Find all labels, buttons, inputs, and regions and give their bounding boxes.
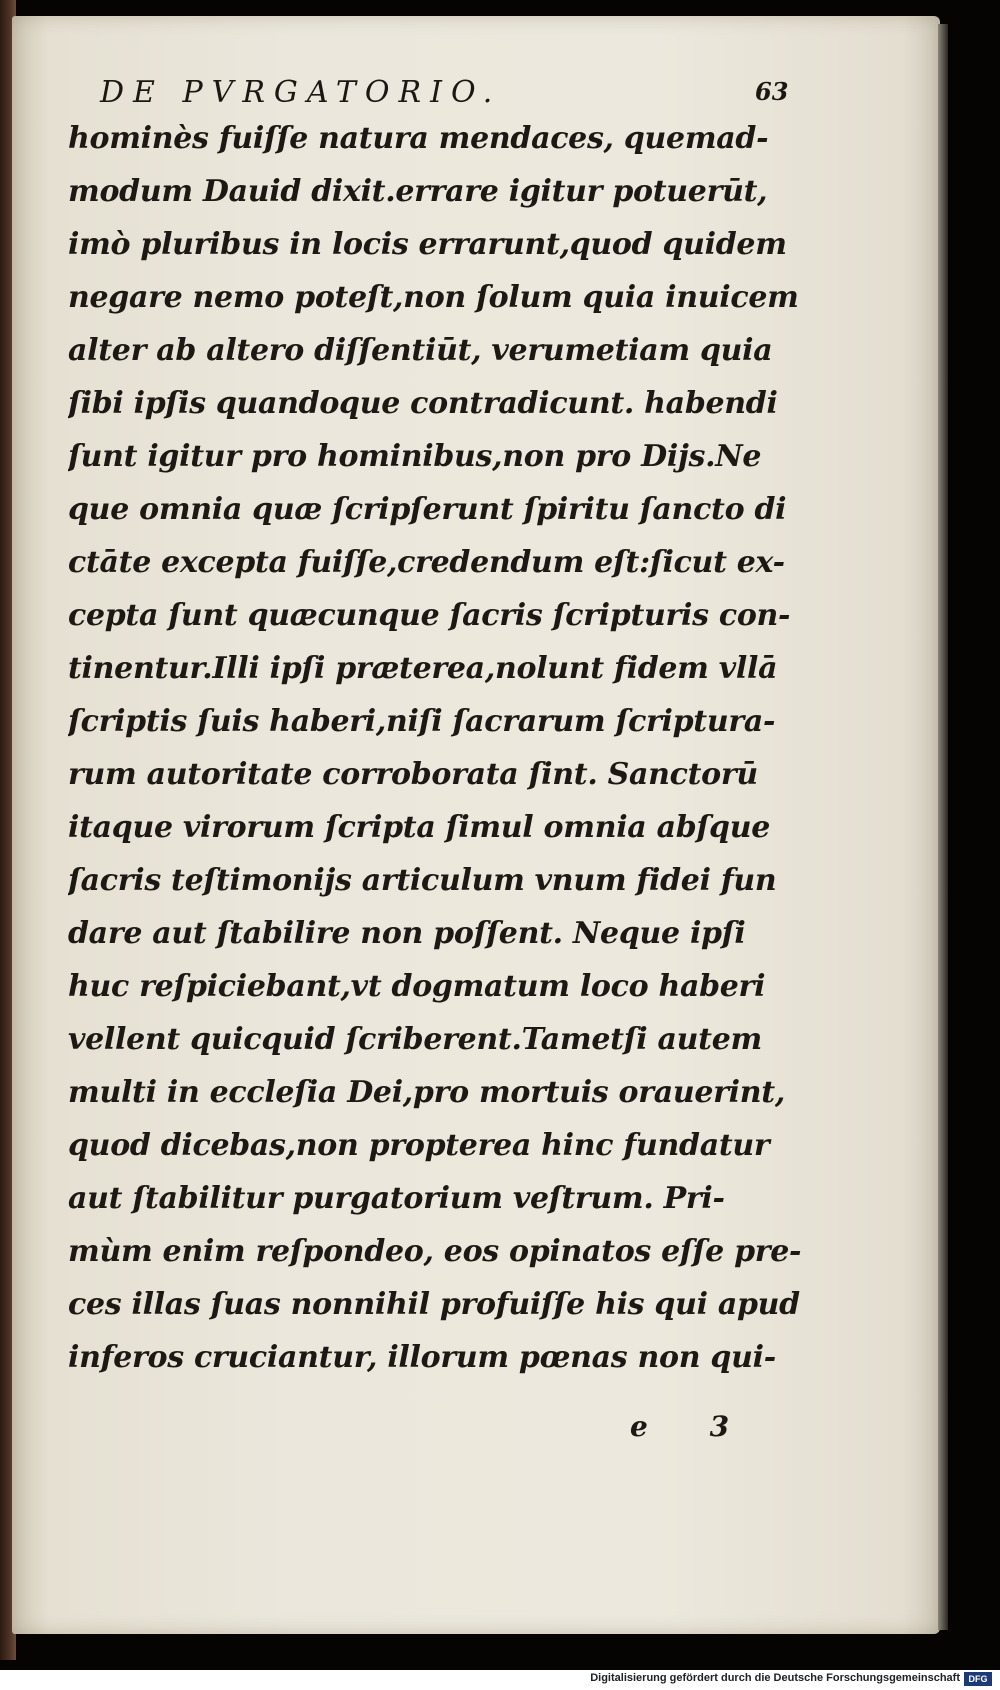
text-line: imò pluribus in locis errarunt,quod quidem	[68, 227, 787, 262]
text-line: ces illas ſuas nonnihil profuiſſe his qui apud	[68, 1287, 800, 1322]
signature-mark: e 3	[630, 1410, 756, 1443]
text-line: dare aut ſtabilire non poſſent. Neque ipſi	[68, 916, 746, 951]
text-line: rum autoritate corroborata ſint. Sanctorū	[68, 757, 758, 792]
text-line: modum Dauid dixit.errare igitur potuerūt,	[68, 174, 768, 209]
text-line: ſunt igitur pro hominibus,non pro Dijs.Ne	[68, 439, 762, 474]
page-number: 63	[755, 77, 789, 106]
text-line: ſacris teſtimonijs articulum vnum fidei fun	[68, 863, 777, 898]
text-line: negare nemo poteſt,non ſolum quia inuicem	[68, 280, 799, 315]
text-line: tinentur.Illi ipſi præterea,nolunt fidem vllā	[68, 651, 778, 686]
text-line: cepta ſunt quæcunque ſacris ſcripturis con-	[68, 598, 791, 633]
text-line: aut ſtabilitur purgatorium veſtrum. Pri-	[68, 1181, 725, 1216]
text-line: mùm enim reſpondeo, eos opinatos eſſe pre-	[68, 1234, 802, 1269]
text-line: quod dicebas,non propterea hinc fundatur	[68, 1128, 770, 1163]
text-line: ctāte excepta fuiſſe,credendum eſt:ſicut ex-	[68, 545, 785, 580]
running-title: DE PVRGATORIO.	[100, 75, 502, 110]
text-line: itaque virorum ſcripta ſimul omnia abſque	[68, 810, 770, 845]
text-line: ſibi ipſis quandoque contradicunt. habendi	[68, 386, 778, 421]
running-head	[70, 75, 850, 115]
text-line: multi in eccleſia Dei,pro mortuis orauerint,	[68, 1075, 785, 1110]
text-block	[68, 112, 828, 1384]
dfg-logo: DFG	[964, 1672, 992, 1686]
text-line: que omnia quæ ſcripſerunt ſpiritu ſancto di	[68, 492, 787, 527]
text-line: inferos cruciantur, illorum pœnas non qui-	[68, 1340, 776, 1375]
text-line: ſcriptis ſuis haberi,niſi ſacrarum ſcriptura-	[68, 704, 776, 739]
page-edge	[938, 24, 948, 1630]
text-line: alter ab altero diſſentiūt, verumetiam quia	[68, 333, 773, 368]
text-line: huc reſpiciebant,vt dogmatum loco haberi	[68, 969, 766, 1004]
text-line: vellent quicquid ſcriberent.Tametſi autem	[68, 1022, 762, 1057]
footer-credit: Digitalisierung gefördert durch die Deutsche Forschungsgemeinschaft	[590, 1672, 960, 1684]
text-line: hominès fuiſſe natura mendaces, quemad-	[68, 121, 769, 156]
